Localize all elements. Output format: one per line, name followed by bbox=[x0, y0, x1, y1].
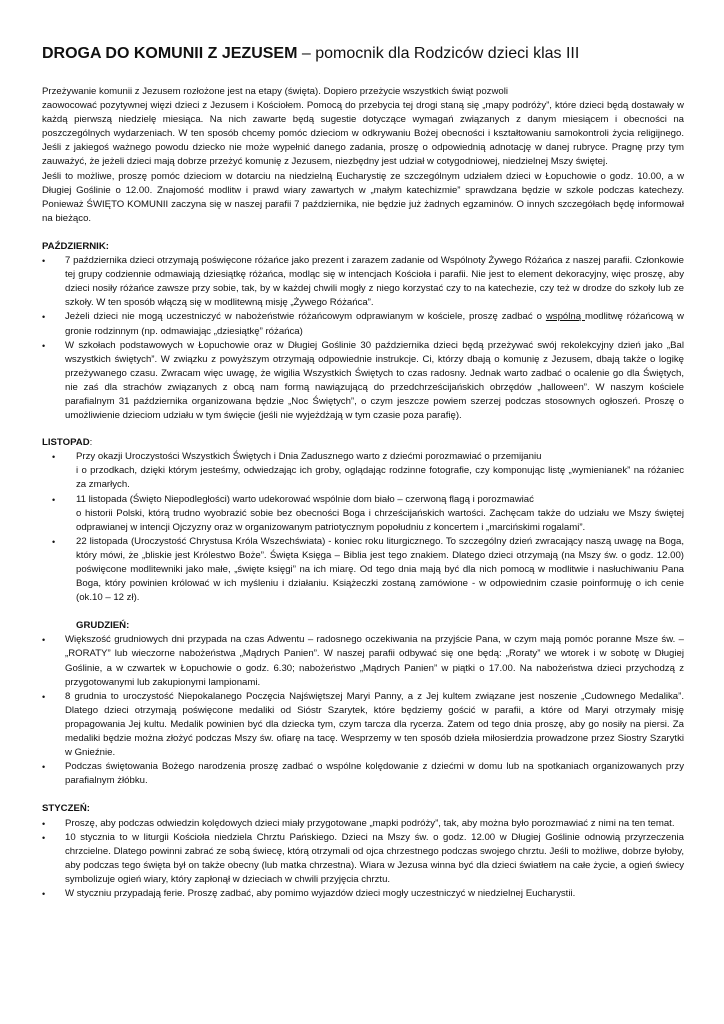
bullet-icon: • bbox=[52, 536, 56, 547]
section-heading: PAŹDZIERNIK: bbox=[42, 240, 109, 252]
bullet-icon: • bbox=[42, 762, 46, 773]
bullet-icon: • bbox=[42, 635, 46, 646]
bullet-list bbox=[42, 254, 684, 423]
list-item: • 7 października dzieci otrzymają poświęcone różańce jako prezent i zarazem zadanie od Wspólnoty Żywego Różańca z naszej parafii. Członkowie tej grupy codziennie odmawiają dziesiątkę różańca, modląc się w intencjach Kościoła i parafii. Nie jest to element dekoracyjny, więc proszę, aby dzieci nosiły różańce zawsze przy sobie, tak, by w każdej chwili mogły z niego korzystać czy to na katechezie, czy też w drodze do szkoły lub ze szkoły. W ten sposób włączą się w modlitewną misję „Żywego Różańca”. bbox=[42, 255, 684, 309]
list-item: • W szkołach podstawowych w Łopuchowie oraz w Długiej Goślinie 30 października dzieci będą przeżywać swój rekolekcyjny dzień jako „Bal wszystkich świętych”. W związku z powyższym otrzymają odpowiednie instrukcje. Ci, którzy dbają o komunię z Jezusem, dbają także o logikę przeżywanego czasu. Zwracam więc uwagę, że wigilia Wszystkich Świętych to czas radosny. Jednak warto zadbać o ocalenie go dla Świętych, nie zaś dla strachów związanych z obcą nam formą nawiązującą do przedchrześcijańskich obrzędów „halloween”. W naszym kościele parafialnym 31 października organizowana będzie „Noc Świętych”, o czym jeszcze powiem szerzej podczas stosownych ogłoszeń. Proszę o umożliwienie dzieciom udziału w tym święcie (jeśli nie wyjeżdżają w tym czasie poza parafię). bbox=[42, 339, 684, 422]
section-heading: LISTOPAD: bbox=[42, 437, 93, 449]
list-item: • 11 listopada (Święto Niepodległości) warto udekorować wspólnie dom biało – czerwoną flagą i porozmawiać o historii Polski, którą trudno wyobrazić sobie bez obecności Boga i chrześcijańskich wartości. Zachęcam także do udziału we Mszy świętej odprawianej w intencji Ojczyzny oraz w organizowanym patriotycznym popołudniu z koncertem i „marcińskimi rogalami”. bbox=[52, 493, 684, 533]
bullet-list bbox=[42, 450, 684, 605]
bullet-icon: • bbox=[52, 452, 56, 463]
bullet-icon: • bbox=[42, 256, 46, 267]
intro-line-1: Przeżywanie komunii z Jezusem rozłożone jest na etapy (święta). Dopiero przeżycie wszystkich świąt pozwoli bbox=[42, 86, 509, 97]
intro bbox=[42, 85, 684, 226]
list-item: • 8 grudnia to uroczystość Niepokalanego Poczęcia Najświętszej Maryi Panny, a z Jej kultem związane jest noszenie „Cudownego Medalika”. Dlatego dzieci otrzymają poświęcone medaliki od Sióstr Szarytek, które będziemy gościć w parafii, a które od Maryi otrzymały misję propagowania Jej kultu. Medalik powinien być dla dziecka tym, czym tarcza dla rycerza. Zatem od tego dnia proszę, aby go nosiły na piersi. Za medaliki będzie można złożyć podczas Mszy św. ofiarę na tacę. Wesprzemy w ten sposób dzieła miłosierdzia prowadzone przez Siostry Szarytki w Gnieźnie. bbox=[42, 690, 684, 759]
bullet-icon: • bbox=[42, 312, 46, 323]
page-title-bold: DROGA DO KOMUNII Z JEZUSEM bbox=[42, 45, 298, 62]
list-item: • 10 stycznia to w liturgii Kościoła niedziela Chrztu Pańskiego. Dzieci na Mszy św. o godz. 12.00 w Długiej Goślinie odnowią przyrzeczenia chrzcielne. Dlatego powinni zabrać ze sobą świecę, którą otrzymali od ojca chrzestnego podczas swojego chrztu. Jeśli to możliwe, dobrze byłoby, aby podczas tego święta był on także obecny (lub matka chrzestna). Wiara w Jezusa winna być dla dzieci światłem na całe życie, a ogień świecy symbolizuje ogień wiary, który zapłonął w dzieciach w chwili przyjęcia chrztu. bbox=[42, 831, 684, 885]
section-january bbox=[42, 802, 684, 901]
bullet-icon: • bbox=[42, 691, 46, 702]
list-item: • Podczas świętowania Bożego narodzenia proszę zadbać o wspólne kolędowanie z dziećmi w domu lub na spotkaniach organizowanych przy parafialnym żłóbku. bbox=[42, 761, 684, 787]
list-item: • Jeżeli dzieci nie mogą uczestniczyć w nabożeństwie różańcowym odprawianym w kościele, proszę zadbać o wspólną modlitwę różańcową w gronie rodzinnym (np. odmawiając „dziesiątkę” różańca) bbox=[42, 311, 684, 337]
page-title bbox=[42, 44, 684, 64]
list-item: • 22 listopada (Uroczystość Chrystusa Króla Wszechświata) - koniec roku liturgicznego. To szczególny dzień zwracający naszą uwagę na Boga, który mówi, że „bliskie jest Królestwo Boże”. Święta Księga – Biblia jest tego znakiem. Dlatego dzieci otrzymają (na Mszy św. o godz. 12.00) poświęcone modlitewniki jako małe, „święte księgi” na ich miarę. Od tego dnia mają być dla nich pomocą w modlitwie i nasłuchiwaniu Pana Boga, który powinien królować w ich myśleniu i działaniu. Książeczki zostaną zamówione - w odpowiednim czasie poinformuję o ich cenie (ok.10 – 12 zł). bbox=[52, 535, 684, 604]
bullet-icon: • bbox=[42, 888, 46, 899]
bullet-icon: • bbox=[42, 818, 46, 829]
bullet-list bbox=[42, 817, 684, 902]
bullet-icon: • bbox=[52, 494, 56, 505]
page-title-subtitle: – pomocnik dla Rodziców dzieci klas III bbox=[297, 45, 580, 62]
section-december bbox=[42, 619, 684, 788]
list-item: • Proszę, aby podczas odwiedzin kolędowych dzieci miały przygotowane „mapki podróży”, tak, aby można było porozmawiać z nimi na ten temat. bbox=[42, 817, 684, 831]
list-item: • Większość grudniowych dni przypada na czas Adwentu – radosnego oczekiwania na przyjście Pana, w czym mają pomóc poranne Msze św. – „RORATY” lub wieczorne nabożeństwa „Mądrych Panien”. W naszej parafii odbywać się one będą: „Roraty” we wtorek i w sobotę w Długiej Goślinie, a w czwartek w Łopuchowie o godz. 6.30; nabożeństwo „Mądrych Panien” w piątki o 17.00. Na nabożeństwa dzieci przychodzą z przygotowanymi lub zakupionymi lampionami. bbox=[42, 634, 684, 688]
list-item: • W styczniu przypadają ferie. Proszę zadbać, aby pomimo wyjazdów dzieci mogły uczestniczyć w niedzielnej Eucharystii. bbox=[42, 887, 684, 901]
underlined-word: wspólną bbox=[545, 311, 585, 323]
section-november bbox=[42, 436, 684, 605]
section-heading: STYCZEŃ: bbox=[42, 803, 90, 815]
bullet-icon: • bbox=[42, 340, 46, 351]
intro-paragraph-2: zaowocować pozytywnej więzi dzieci z Jezusem i Kościołem. Pomocą do przebycia tej drogi staną się „mapy podróży”, które dzieci będą dostawały w każdą pierwszą niedzielę miesiąca. Na nich zawarte będą sugestie dotyczące wymagań związanych z danym miesiącem i obecności na poszczególnych wydarzeniach. W ten sposób chcemy pomóc dzieciom w odkrywaniu Bożej obecności i kształtowaniu samokontroli życia religijnego. Jeśli z jakiegoś ważnego powodu dziecko nie może wypełnić danego zadania, proszę o odpowiednią adnotację w danej rubryce. Pragnę przy tym zauważyć, że jeżeli dzieci mają dobrze przeżyć komunię z Jezusem, niezbędny jest udział w cotygodniowej, niedzielnej Mszy świętej. bbox=[42, 100, 684, 168]
intro-paragraph-3: Jeśli to możliwe, proszę pomóc dzieciom w dotarciu na niedzielną Eucharystię ze szczególnym udziałem dzieci w Łopuchowie o godz. 10.00, a w Długiej Goślinie o 12.00. Znajomość modlitw i prawd wiary zawartych w „małym katechizmie” sprawdzana będzie w szkole podczas katechezy. Ponieważ ŚWIĘTO KOMUNII zaczyna się w naszej parafii 7 października, nie będzie już żadnych egzaminów. O innych szczegółach będę informował na bieżąco. bbox=[42, 170, 684, 224]
bullet-icon: • bbox=[42, 832, 46, 843]
section-october bbox=[42, 240, 684, 423]
list-item: • Przy okazji Uroczystości Wszystkich Świętych i Dnia Zadusznego warto z dziećmi porozmawiać o przemijaniu i o przodkach, dzięki którym jesteśmy, odwiedzając ich groby, oglądając rodzinne fotografie, czy komponując listę „wymienianek” na różaniec za zmarłych. bbox=[52, 451, 684, 491]
bullet-list bbox=[42, 633, 684, 788]
section-heading: GRUDZIEŃ: bbox=[76, 620, 130, 632]
